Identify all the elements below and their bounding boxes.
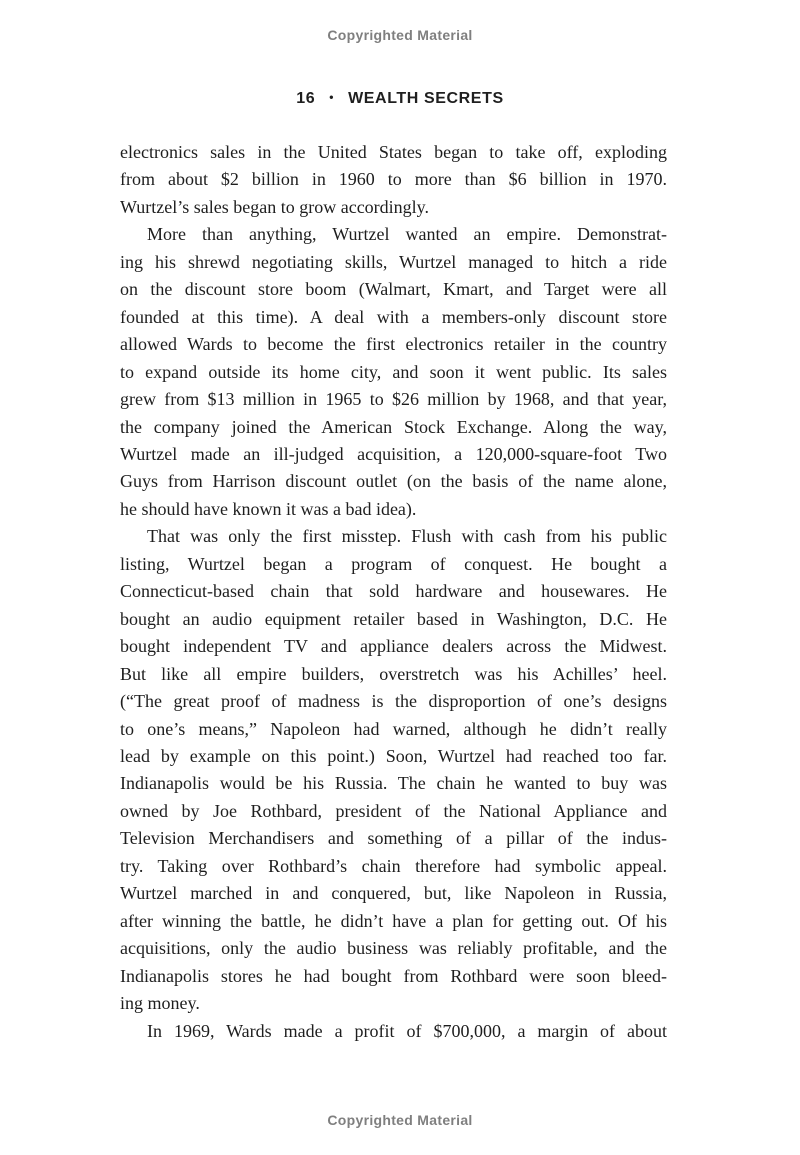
body-line: on the discount store boom (Walmart, Kmart, and Target were all bbox=[120, 279, 667, 300]
body-line: Indianapolis stores he had bought from Rothbard were soon bleed- bbox=[120, 965, 667, 986]
body-line: lead by example on this point.) Soon, Wurtzel had reached too far. bbox=[120, 745, 667, 766]
body-line: after winning the battle, he didn’t have a plan for getting out. Of his bbox=[120, 910, 667, 931]
body-line: owned by Joe Rothbard, president of the National Appliance and bbox=[120, 800, 667, 821]
body-line: In 1969, Wards made a profit of $700,000, a margin of about bbox=[147, 1020, 667, 1041]
page-body bbox=[120, 139, 667, 1045]
body-line: allowed Wards to become the first electronics retailer in the country bbox=[120, 334, 667, 355]
body-line: electronics sales in the United States began to take off, exploding bbox=[120, 142, 667, 162]
body-line: That was only the first misstep. Flush with cash from his public bbox=[147, 526, 667, 547]
body-line: More than anything, Wurtzel wanted an empire. Demonstrat- bbox=[147, 224, 667, 245]
body-line: the company joined the American Stock Exchange. Along the way, bbox=[120, 416, 667, 437]
body-line: ing money. bbox=[120, 993, 200, 1014]
paragraph bbox=[120, 523, 667, 1017]
copyright-notice-top: Copyrighted Material bbox=[327, 27, 473, 43]
body-line: Television Merchandisers and something of a pillar of the indus- bbox=[120, 828, 667, 849]
body-line: But like all empire builders, overstretch was his Achilles’ heel. bbox=[120, 663, 667, 684]
paragraph bbox=[120, 1018, 667, 1045]
body-line: acquisitions, only the audio business was reliably profitable, and the bbox=[120, 938, 667, 959]
page-number: 16 bbox=[296, 90, 316, 107]
body-line: bought an audio equipment retailer based in Washington, D.C. He bbox=[120, 608, 667, 629]
body-line: founded at this time). A deal with a members-only discount store bbox=[120, 306, 667, 327]
body-line: Guys from Harrison discount outlet (on the basis of the name alone, bbox=[120, 471, 667, 492]
body-line: bought independent TV and appliance dealers across the Midwest. bbox=[120, 636, 667, 657]
body-line: to expand outside its home city, and soon it went public. Its sales bbox=[120, 361, 667, 382]
body-line: (“The great proof of madness is the disproportion of one’s designs bbox=[120, 691, 667, 712]
body-line: listing, Wurtzel began a program of conquest. He bought a bbox=[120, 553, 667, 574]
body-line: from about $2 billion in 1960 to more than $6 billion in 1970. bbox=[120, 169, 667, 190]
body-line: Indianapolis would be his Russia. The chain he wanted to buy was bbox=[120, 773, 667, 794]
body-line: Wurtzel made an ill-judged acquisition, a 120,000-square-foot Two bbox=[120, 443, 667, 464]
body-line: Wurtzel marched in and conquered, but, like Napoleon in Russia, bbox=[120, 883, 667, 904]
body-line: try. Taking over Rothbard’s chain therefore had symbolic appeal. bbox=[120, 855, 667, 876]
copyright-notice-bottom: Copyrighted Material bbox=[327, 1112, 473, 1128]
body-line: Connecticut-based chain that sold hardware and housewares. He bbox=[120, 581, 667, 602]
paragraph bbox=[120, 221, 667, 523]
running-head bbox=[0, 90, 800, 108]
paragraph bbox=[120, 139, 667, 221]
body-line: he should have known it was a bad idea). bbox=[120, 498, 417, 519]
body-line: grew from $13 million in 1965 to $26 million by 1968, and that year, bbox=[120, 389, 667, 410]
body-line: Wurtzel’s sales began to grow accordingly. bbox=[120, 196, 430, 217]
body-line: to one’s means,” Napoleon had warned, although he didn’t really bbox=[120, 718, 667, 739]
body-line: ing his shrewd negotiating skills, Wurtzel managed to hitch a ride bbox=[120, 251, 667, 272]
bullet-separator-icon: • bbox=[329, 90, 335, 104]
book-title: WEALTH SECRETS bbox=[348, 90, 504, 107]
